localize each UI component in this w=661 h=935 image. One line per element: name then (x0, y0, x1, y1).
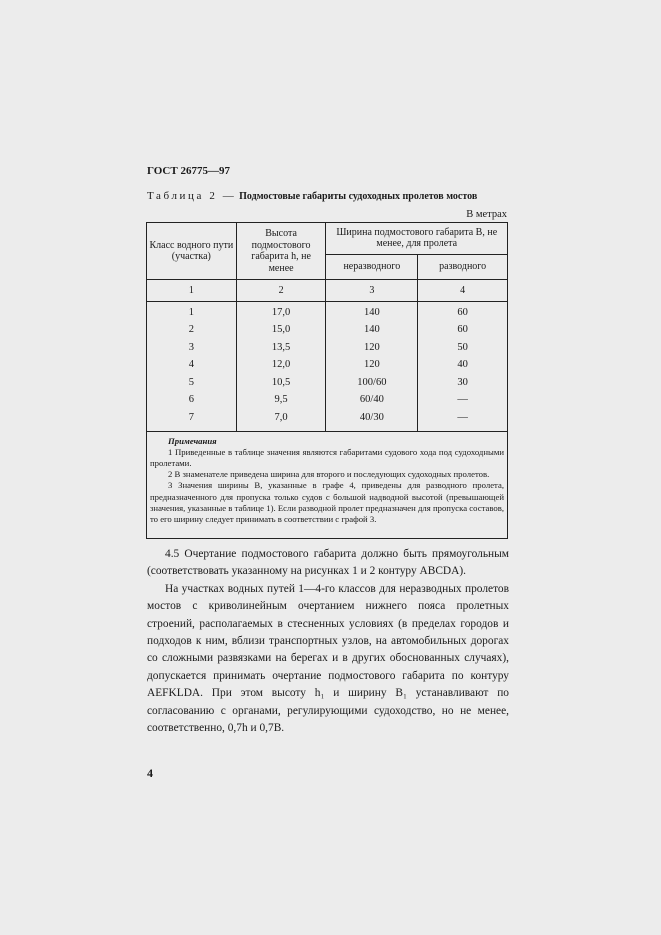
clearance-table (146, 222, 508, 539)
cell-width-nonmovable: 100/60 (326, 374, 418, 392)
cell-width-movable: 50 (418, 339, 508, 357)
cell-width-nonmovable: 60/40 (326, 392, 418, 410)
cell-width-nonmovable: 120 (326, 357, 418, 375)
cell-width-movable: — (418, 392, 508, 410)
column-number: 4 (418, 280, 508, 302)
cell-width-nonmovable: 140 (326, 322, 418, 340)
cell-width-movable: — (418, 409, 508, 431)
table-notes (147, 431, 508, 538)
paragraph-4-5: 4.5 Очертание подмостового габарита должно быть прямоугольным (соответствовать указанному на рисунках 1 и 2 контуру ABCDA). (147, 548, 509, 578)
table-row (147, 392, 508, 410)
cell-height: 13,5 (236, 339, 326, 357)
cell-width-movable: 60 (418, 322, 508, 340)
cell-height: 17,0 (236, 302, 326, 322)
cell-class: 7 (147, 409, 237, 431)
header-width-group: Ширина подмостового габарита B, не менее, для пролета (326, 223, 508, 255)
units-label: В метрах (466, 209, 507, 220)
column-number: 1 (147, 280, 237, 302)
cell-class: 3 (147, 339, 237, 357)
cell-height: 15,0 (236, 322, 326, 340)
column-number: 2 (236, 280, 326, 302)
cell-width-movable: 30 (418, 374, 508, 392)
cell-height: 12,0 (236, 357, 326, 375)
column-number-row (147, 280, 508, 302)
table-row (147, 339, 508, 357)
cell-class: 2 (147, 322, 237, 340)
cell-height: 10,5 (236, 374, 326, 392)
table-caption-prefix: Таблица 2 — (147, 190, 237, 202)
cell-width-movable: 40 (418, 357, 508, 375)
table-row (147, 322, 508, 340)
paragraph-contour: На участках водных путей 1—4-го классов для неразводных пролетов мостов с криволинейным очертанием нижнего пояса пролетных строений, располагаемых в стесненных условиях (в пределах городов и подходов к ним, вблизи транспортных узлов, на автомобильных дорогах со сложными развязками на берегах и в других обоснованных случаях), допускается принимать очертание подмостового габарита по контуру AEFKLDA. При этом высоту h₁ и ширину B₁ устанавливают по согласованию с органами, регулирующими судоходство, но не менее, соответственно, 0,7h и 0,7B. (147, 582, 509, 735)
header-nonmovable: неразводного (326, 254, 418, 279)
table-row (147, 302, 508, 322)
column-number: 3 (326, 280, 418, 302)
note-1: 1 Приведенные в таблице значения являются габаритами судового хода под судоходными пролетами. (150, 446, 504, 468)
header-movable: разводного (418, 254, 508, 279)
body-text (147, 546, 509, 737)
cell-width-nonmovable: 120 (326, 339, 418, 357)
cell-height: 7,0 (236, 409, 326, 431)
table-row (147, 374, 508, 392)
table-row (147, 357, 508, 375)
cell-class: 5 (147, 374, 237, 392)
note-3: 3 Значения ширины B, указанные в графе 4, приведены для разводного пролета, предназначенного для пропуска только судов с большой надводной высотой (превышающей значения, указанные в таблице 1). Если разводной пролет предназначен для пропуска составов, то его ширину следует принимать в соответствии с графой 3. (150, 480, 504, 524)
cell-class: 4 (147, 357, 237, 375)
cell-width-nonmovable: 40/30 (326, 409, 418, 431)
cell-width-movable: 60 (418, 302, 508, 322)
page-number: 4 (147, 766, 153, 780)
header-height: Высота подмостового габарита h, не менее (236, 223, 326, 280)
notes-title: Примечания (168, 435, 217, 446)
header-class: Класс водного пути (участка) (147, 223, 237, 280)
note-2: 2 В знаменателе приведена ширина для второго и последующих судоходных пролетов. (168, 469, 490, 480)
cell-class: 6 (147, 392, 237, 410)
table-caption (147, 190, 477, 202)
table-row (147, 409, 508, 431)
document-id: ГОСТ 26775—97 (147, 165, 230, 177)
cell-width-nonmovable: 140 (326, 302, 418, 322)
cell-height: 9,5 (236, 392, 326, 410)
cell-class: 1 (147, 302, 237, 322)
table-caption-title: Подмостовые габариты судоходных пролетов мостов (239, 191, 478, 202)
